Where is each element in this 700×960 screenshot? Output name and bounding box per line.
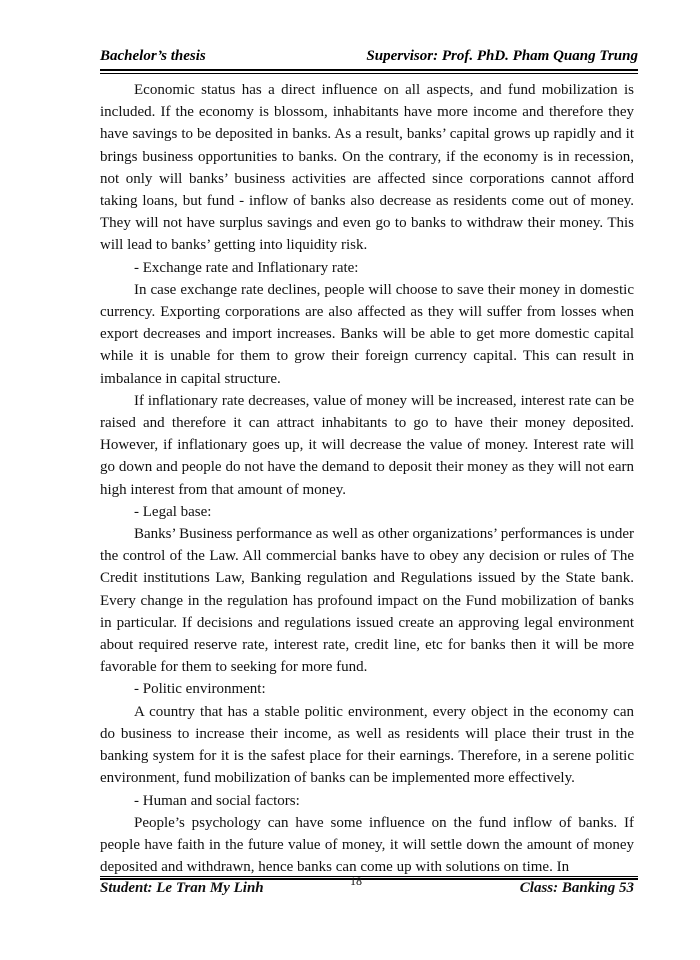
footer-rule-thin (100, 876, 638, 877)
header-rule-thick (100, 69, 638, 71)
page-number: 18 (350, 874, 362, 888)
footer-student: Student: Le Tran My Linh (100, 880, 264, 896)
paragraph-inflation: If inflationary rate decreases, value of money will be increased, interest rate can be raised and therefore it can attract inhabitants to go to have their money deposited. However, if inflationary goes up, it will decrease the value of money. Interest rate will go down and people do not have the demand to deposit their money as they will not earn high interest from that amount of money. (100, 392, 634, 498)
header-rule-thin (100, 73, 638, 74)
paragraph-legal-base: Banks’ Business performance as well as other organizations’ performances is under the control of the Law. All commercial banks have to obey any decision or rules of The Credit institutions Law, Banking regulation and Regulations issued by the State bank. Every change in the regulation has profound impact on the Fund mobilization of banks in particular. If decisions and regulations issued create an approving legal environment about required reserve rate, interest rate, credit line, etc for banks then it will be more favorable for them to seeking for more fund. (100, 526, 634, 676)
footer-class: Class: Banking 53 (519, 880, 634, 896)
page-header (100, 48, 638, 68)
subheading-exchange-rate: - Exchange rate and Inflationary rate: (134, 259, 359, 276)
page-footer (100, 874, 638, 900)
paragraph-economic-status: Economic status has a direct influence on all aspects, and fund mobilization is included. If the economy is blossom, inhabitants have more income and therefore they have savings to be deposited in banks. As a result, banks’ capital grows up rapidly and it brings business opportunities to banks. On the contrary, if the economy is in recession, not only will banks’ business activities are affected since corporations cannot afford taking loans, but fund - inflow of banks also decrease as residents come out of money. They will not have surplus savings and even go to banks to withdraw their money. This will lead to banks’ getting into liquidity risk. (100, 82, 634, 254)
subheading-politic-environment: - Politic environment: (134, 681, 266, 698)
header-thesis-label: Bachelor’s thesis (100, 48, 206, 64)
paragraph-human-social: People’s psychology can have some influence on the fund inflow of banks. If people have faith in the future value of money, it will settle down the amount of money deposited and withdrawn, hence banks can come up with solutions on time. In (100, 814, 634, 876)
page-body (100, 79, 634, 878)
paragraph-politic-environment: A country that has a stable politic environment, every object in the economy can do business to increase their income, as well as residents will place their trust in the banking system for it is the safest place for their earnings. Therefore, in a serene politic environment, fund mobilization of banks can be implemented more effectively. (100, 703, 634, 787)
paragraph-exchange-rate: In case exchange rate declines, people will choose to save their money in domestic currency. Exporting corporations are also affected as they will suffer from losses when export decreases and import increases. Banks will be able to get more domestic capital while it is unable for them to grow their foreign currency capital. This can result in imbalance in capital structure. (100, 281, 634, 387)
header-supervisor: Supervisor: Prof. PhD. Pham Quang Trung (366, 48, 638, 64)
subheading-legal-base: - Legal base: (134, 503, 212, 520)
subheading-human-social: - Human and social factors: (134, 792, 300, 809)
